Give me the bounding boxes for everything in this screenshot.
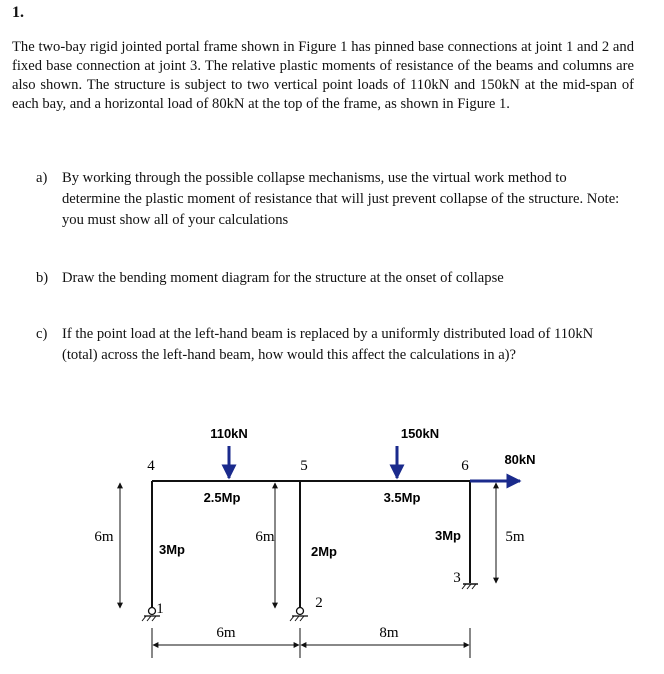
part-b-label: b) <box>36 270 49 286</box>
joint-2: 2 <box>315 595 323 611</box>
left-height-label: 6m <box>94 529 114 545</box>
joint-4: 4 <box>147 458 155 474</box>
part-b-text: Draw the bending moment diagram for the structure at the onset of collapse <box>62 270 504 286</box>
right-column-capacity: 3Mp <box>435 528 461 543</box>
part-a-text: By working through the possible collapse mechanisms, use the virtual work method to determine the plastic moment of resistance that will just prevent collapse of the structure. Note: you must show all of your calculations <box>62 170 620 228</box>
right-span-label: 8m <box>379 625 399 641</box>
part-c-label: c) <box>36 326 48 342</box>
joint-1: 1 <box>156 601 164 617</box>
left-span-label: 6m <box>216 625 236 641</box>
joint-5: 5 <box>300 458 308 474</box>
question-number: 1. <box>12 4 24 21</box>
fixed-support-3 <box>462 584 478 589</box>
pin-support-2 <box>290 608 308 622</box>
middle-column-capacity: 2Mp <box>311 544 337 559</box>
question-intro: The two-bay rigid jointed portal frame shown in Figure 1 has pinned base connections at joint 1 and 2 and fixed base connection at joint 3. The relative plastic moments of resistance of the beams and columns are also shown. The structure is subject to two vertical point loads of 110kN and 150kN at the mid-span of each bay, and a horizontal load of 80kN at the top of the frame, as shown in Figure 1. <box>12 39 634 112</box>
middle-height-label: 6m <box>255 529 275 545</box>
load-label-150: 150kN <box>400 426 440 441</box>
joint-3: 3 <box>453 570 461 586</box>
load-label-80: 80kN <box>504 452 536 467</box>
right-height-label: 5m <box>505 529 525 545</box>
left-beam-capacity: 2.5Mp <box>203 490 241 505</box>
part-c-text: If the point load at the left-hand beam is replaced by a uniformly distributed load of 110kN (total) across the left-hand beam, how would this affect the calculations in a)? <box>62 326 594 363</box>
load-label-110: 110kN <box>210 426 248 441</box>
left-column-capacity: 3Mp <box>159 542 185 557</box>
joint-6: 6 <box>461 458 469 474</box>
right-beam-capacity: 3.5Mp <box>383 490 421 505</box>
part-a-label: a) <box>36 170 48 186</box>
